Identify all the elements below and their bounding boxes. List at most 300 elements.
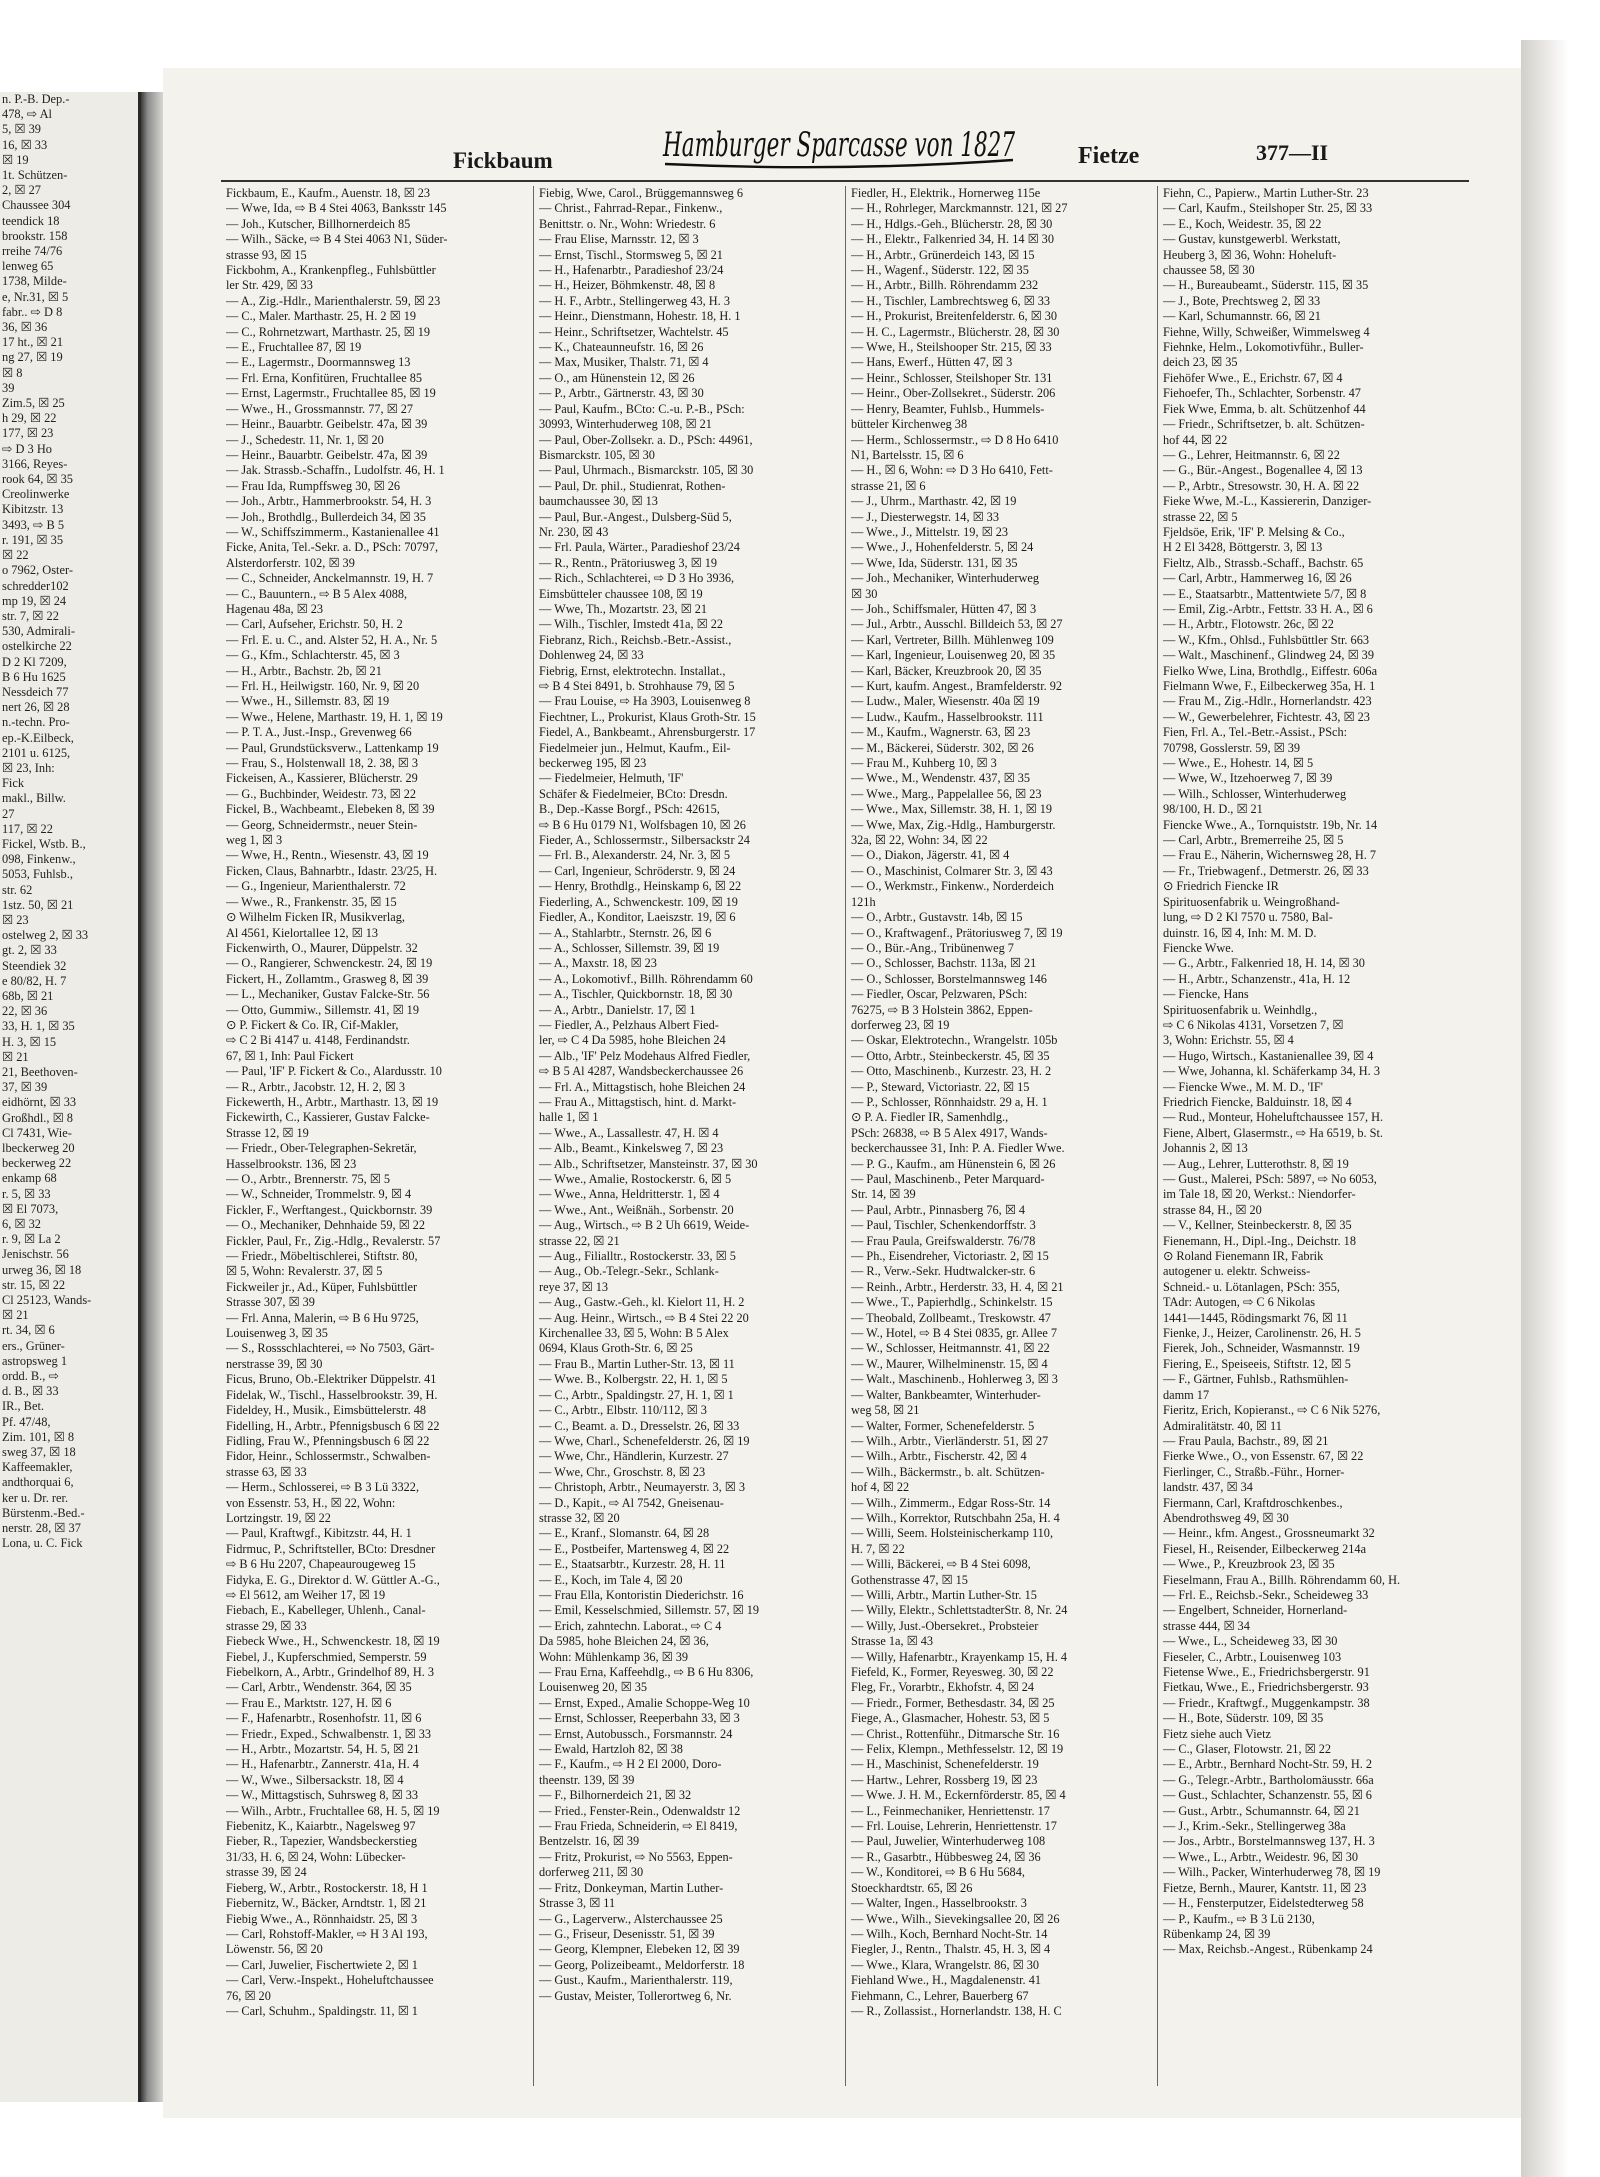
directory-entry: Fierke Wwe., O., von Essenstr. 67, ☒ 22 bbox=[1163, 1449, 1364, 1464]
directory-entry: — Frau M., Zig.-Hdlr., Hornerlandstr. 423 bbox=[1163, 694, 1372, 709]
directory-entry: — Wwe., Ant., Weißnäh., Sorbenstr. 20 bbox=[539, 1202, 734, 1217]
directory-entry: Fiebrig, Ernst, elektrotechn. Installat., bbox=[539, 663, 726, 678]
directory-entry: — W., Mittagstisch, Suhrsweg 8, ☒ 33 bbox=[226, 1788, 419, 1803]
directory-entry: — H., Hafenarbtr., Zannerstr. 41a, H. 4 bbox=[226, 1757, 419, 1772]
previous-page-line: e 80/82, H. 7 bbox=[2, 973, 67, 988]
directory-entry: — Paul, Grundstücksverw., Lattenkamp 19 bbox=[226, 740, 439, 755]
directory-entry: — Ph., Eisendreher, Victoriastr. 2, ☒ 15 bbox=[851, 1249, 1049, 1264]
directory-entry: Fiehne, Willy, Schweißer, Wimmelsweg 4 bbox=[1163, 324, 1370, 339]
directory-entry: — W., Schneider, Trommelstr. 9, ☒ 4 bbox=[226, 1187, 412, 1202]
directory-entry: Fiehmann, C., Lehrer, Bauerberg 67 bbox=[851, 1988, 1029, 2003]
directory-entry: — Fiencke Wwe., M. M. D., 'IF' bbox=[1163, 1079, 1323, 1094]
directory-entry: ⊙ Wilhelm Ficken IR, Musikverlag, bbox=[226, 910, 405, 925]
previous-page-line: 478, ⇨ Al bbox=[2, 107, 52, 122]
directory-entry: — K., Chateaunneufstr. 16, ☒ 26 bbox=[539, 340, 704, 355]
directory-entry: Fiehöfer Wwe., E., Erichstr. 67, ☒ 4 bbox=[1163, 370, 1343, 385]
directory-entry: — Willy, Elektr., SchlettstadterStr. 8, Nr. 24 bbox=[851, 1603, 1068, 1618]
directory-columns bbox=[221, 186, 1469, 2086]
directory-entry: — Carl, Arbtr., Bremerreihe 25, ☒ 5 bbox=[1163, 833, 1344, 848]
directory-entry: 70798, Gosslerstr. 59, ☒ 39 bbox=[1163, 740, 1301, 755]
previous-page-line: ☒ 8 bbox=[2, 365, 23, 380]
directory-entry: — F., Kaufm., ⇨ H 2 El 2000, Doro- bbox=[539, 1757, 722, 1772]
previous-page-line: makl., Billw. bbox=[2, 791, 66, 806]
directory-entry: Hagenau 48a, ☒ 23 bbox=[226, 601, 324, 616]
directory-entry: — E., Kranf., Slomanstr. 64, ☒ 28 bbox=[539, 1526, 710, 1541]
directory-entry: — Fritz, Donkeyman, Martin Luther- bbox=[539, 1880, 724, 1895]
directory-entry: strasse 32, ☒ 20 bbox=[539, 1510, 620, 1525]
directory-entry: — Frau Elise, Marnsstr. 12, ☒ 3 bbox=[539, 232, 699, 247]
directory-entry: — Wwe., R., Frankenstr. 35, ☒ 15 bbox=[226, 894, 397, 909]
previous-page-line: Fick bbox=[2, 776, 25, 791]
directory-entry: — Felix, Klempn., Methfesselstr. 12, ☒ 19 bbox=[851, 1742, 1064, 1757]
column-1 bbox=[221, 186, 533, 2086]
directory-entry: Fiebel, J., Kupferschmied, Semperstr. 59 bbox=[226, 1649, 427, 1664]
directory-entry: — Wilh., Arbtr., Fruchtallee 68, H. 5, ☒ 19 bbox=[226, 1803, 440, 1818]
directory-entry: — O., Diakon, Jägerstr. 41, ☒ 4 bbox=[851, 848, 1010, 863]
directory-entry: — R., Gasarbtr., Hübbesweg 24, ☒ 36 bbox=[851, 1849, 1041, 1864]
directory-entry: — Hugo, Wirtsch., Kastanienallee 39, ☒ 4 bbox=[1163, 1048, 1374, 1063]
previous-page-line: urweg 36, ☒ 18 bbox=[2, 1262, 82, 1277]
directory-entry: Fielko Wwe, Lina, Brothdlg., Eiffestr. 606a bbox=[1163, 663, 1378, 678]
column-3 bbox=[845, 186, 1157, 2086]
directory-entry: — G., Telegr.-Arbtr., Bartholomäusstr. 66a bbox=[1163, 1772, 1374, 1787]
directory-entry: Fickenwirth, O., Maurer, Düppelstr. 32 bbox=[226, 940, 418, 955]
directory-entry: theenstr. 139, ☒ 39 bbox=[539, 1772, 635, 1787]
directory-entry: — A., Maxstr. 18, ☒ 23 bbox=[539, 956, 657, 971]
directory-entry: — Willy, Hafenarbtr., Krayenkamp 15, H. 4 bbox=[851, 1649, 1068, 1664]
directory-entry: — Joh., Kutscher, Billhornerdeich 85 bbox=[226, 216, 411, 231]
directory-entry: Fiechtner, L., Prokurist, Klaus Groth-Str. 15 bbox=[539, 709, 756, 724]
directory-entry: — H. F., Arbtr., Stellingerweg 43, H. 3 bbox=[539, 293, 730, 308]
directory-entry: — H., Elektr., Falkenried 34, H. 14 ☒ 30 bbox=[851, 232, 1054, 247]
previous-page-line: 3166, Reyes- bbox=[2, 456, 68, 471]
directory-entry: Fjeldsöe, Erik, 'IF' P. Melsing & Co., bbox=[1163, 524, 1345, 539]
previous-page-line: ostelkirche 22 bbox=[2, 639, 72, 654]
previous-page-line: 6, ☒ 32 bbox=[2, 1217, 41, 1232]
previous-page-line: Chaussee 304 bbox=[2, 198, 71, 213]
directory-entry: — Henry, Beamter, Fuhlsb., Hummels- bbox=[851, 401, 1045, 416]
directory-entry: Fiering, E., Speiseeis, Stiftstr. 12, ☒ 5 bbox=[1163, 1356, 1351, 1371]
directory-entry: beckerchaussee 31, Inh: P. A. Fiedler Wwe. bbox=[851, 1141, 1065, 1156]
directory-entry: — Wilh., Tischler, Imstedt 41a, ☒ 22 bbox=[539, 617, 724, 632]
previous-page-line: 2101 u. 6125, bbox=[2, 745, 71, 760]
directory-entry: — Rud., Monteur, Hoheluftchaussee 157, H. bbox=[1163, 1110, 1384, 1125]
directory-entry: — Emil, Kesselschmied, Sillemstr. 57, ☒ 19 bbox=[539, 1603, 760, 1618]
directory-entry: — Herm., Schlossermstr., ⇨ D 8 Ho 6410 bbox=[851, 432, 1059, 447]
directory-entry: — Wwe., T., Papierhdlg., Schinkelstr. 15 bbox=[851, 1295, 1053, 1310]
directory-entry: Ficken, Claus, Bahnarbtr., Idastr. 23/25, H. bbox=[226, 863, 438, 878]
directory-entry: Schäfer & Fiedelmeier, BCto: Dresdn. bbox=[539, 786, 728, 801]
directory-entry: dorferweg 23, ☒ 19 bbox=[851, 1017, 950, 1032]
directory-entry: Fiek Wwe, Emma, b. alt. Schützenhof 44 bbox=[1163, 401, 1366, 416]
directory-entry: — Wwe., E., Hohestr. 14, ☒ 5 bbox=[1163, 756, 1314, 771]
directory-entry: autogener u. elektr. Schweiss- bbox=[1163, 1264, 1311, 1279]
directory-entry: — Wwe., H., Grossmannstr. 77, ☒ 27 bbox=[226, 401, 414, 416]
directory-entry: nerstrasse 39, ☒ 30 bbox=[226, 1356, 323, 1371]
directory-entry: — Wwe., L., Scheideweg 33, ☒ 30 bbox=[1163, 1634, 1338, 1649]
directory-entry: — Otto, Arbtr., Steinbeckerstr. 45, ☒ 35 bbox=[851, 1048, 1050, 1063]
previous-page-line: D 2 Kl 7209, bbox=[2, 654, 67, 669]
directory-entry: baumchaussee 30, ☒ 13 bbox=[539, 494, 658, 509]
directory-entry: — O., Rangierer, Schwenckestr. 24, ☒ 19 bbox=[226, 956, 433, 971]
directory-entry: 1441—1445, Rödingsmarkt 76, ☒ 11 bbox=[1163, 1310, 1348, 1325]
directory-entry: — Willi, Bäckerei, ⇨ B 4 Stei 6098, bbox=[851, 1557, 1031, 1572]
directory-entry: Fickewerth, H., Arbtr., Marthastr. 13, ☒ 19 bbox=[226, 1094, 439, 1109]
previous-page-line: nerstr. 28, ☒ 37 bbox=[2, 1521, 81, 1536]
directory-entry: — Gust., Arbtr., Schumannstr. 64, ☒ 21 bbox=[1163, 1803, 1360, 1818]
directory-entry: — Paul, Juwelier, Winterhuderweg 108 bbox=[851, 1834, 1046, 1849]
directory-entry: — Paul, Dr. phil., Studienrat, Rothen- bbox=[539, 478, 726, 493]
directory-entry: ler, ⇨ C 4 Da 5985, hohe Bleichen 24 bbox=[539, 1033, 726, 1048]
directory-entry: Fideldey, H., Musik., Eimsbüttelerstr. 48 bbox=[226, 1403, 427, 1418]
previous-page-line: str. 15, ☒ 22 bbox=[2, 1277, 66, 1292]
directory-entry: — Wwe, H., Rentn., Wiesenstr. 43, ☒ 19 bbox=[226, 848, 429, 863]
directory-entry: — W., Hotel, ⇨ B 4 Stei 0835, gr. Allee 7 bbox=[851, 1326, 1058, 1341]
directory-entry: — Carl, Schuhm., Spaldingstr. 11, ☒ 1 bbox=[226, 2003, 418, 2018]
directory-entry: — W., Kfm., Ohlsd., Fuhlsbüttler Str. 663 bbox=[1163, 632, 1369, 647]
directory-entry: Fietz siehe auch Vietz bbox=[1163, 1726, 1271, 1741]
directory-entry: — Wwe. J. H. M., Eckernförderstr. 85, ☒ 4 bbox=[851, 1788, 1066, 1803]
directory-entry: halle 1, ☒ 1 bbox=[539, 1110, 599, 1125]
directory-entry: — Frau Ella, Kontoristin Diederichstr. 16 bbox=[539, 1587, 744, 1602]
previous-page-line: 22, ☒ 36 bbox=[2, 1004, 48, 1019]
directory-entry: — Max, Reichsb.-Angest., Rübenkamp 24 bbox=[1163, 1942, 1373, 1957]
directory-entry: — Wwe., M., Wendenstr. 437, ☒ 35 bbox=[851, 771, 1030, 786]
previous-page-line: n.-techn. Pro- bbox=[2, 715, 70, 730]
directory-entry: Fiehoefer, Th., Schlachter, Sorbenstr. 47 bbox=[1163, 386, 1361, 401]
directory-entry: — Georg, Schneidermstr., neuer Stein- bbox=[226, 817, 418, 832]
directory-entry: — Fiedler, Oscar, Pelzwaren, PSch: bbox=[851, 987, 1028, 1002]
previous-page-line: e, Nr.31, ☒ 5 bbox=[2, 289, 69, 304]
directory-entry: — Kurt, kaufm. Angest., Bramfelderstr. 92 bbox=[851, 679, 1063, 693]
previous-page-line: 1t. Schützen- bbox=[2, 168, 68, 183]
directory-entry: Fiefeld, K., Former, Reyesweg. 30, ☒ 22 bbox=[851, 1665, 1054, 1679]
directory-entry: — Carl, Arbtr., Wendenstr. 364, ☒ 35 bbox=[226, 1680, 412, 1695]
previous-page-line: r. 191, ☒ 35 bbox=[2, 532, 64, 547]
previous-page-line: Zim.5, ☒ 25 bbox=[2, 396, 65, 411]
directory-entry: — Heinr., Dienstmann, Hohestr. 18, H. 1 bbox=[539, 309, 741, 324]
previous-page-line: ostelweg 2, ☒ 33 bbox=[2, 928, 89, 943]
directory-entry: — Aug. Heinr., Wirtsch., ⇨ B 4 Stei 22 20 bbox=[539, 1310, 749, 1325]
directory-entry: — Wilh., Schlosser, Winterhuderweg bbox=[1163, 786, 1347, 801]
directory-entry: — Gust., Kaufm., Marienthalerstr. 119, bbox=[539, 1973, 733, 1988]
directory-entry: — Frau Frieda, Schneiderin, ⇨ El 8419, bbox=[539, 1819, 738, 1834]
directory-entry: — E., Fruchtallee 87, ☒ 19 bbox=[226, 340, 362, 355]
directory-entry: — H., Hafenarbtr., Paradieshof 23/24 bbox=[539, 263, 724, 278]
directory-entry: — Theobald, Zollbeamt., Treskowstr. 47 bbox=[851, 1310, 1051, 1325]
directory-entry: — Wilh., Koch, Bernhard Nocht-Str. 14 bbox=[851, 1926, 1048, 1941]
previous-page-line: Nessdeich 77 bbox=[2, 684, 69, 699]
directory-entry: — Karl, Vertreter, Billh. Mühlenweg 109 bbox=[851, 632, 1054, 647]
directory-entry: — S., Rossschlachterei, ⇨ No 7503, Gärt- bbox=[226, 1341, 435, 1356]
directory-entry: — Fr., Triebwagenf., Detmerstr. 26, ☒ 33 bbox=[1163, 863, 1369, 878]
directory-entry: Louisenweg 20, ☒ 35 bbox=[539, 1680, 648, 1695]
directory-entry: Fiedel, A., Bankbeamt., Ahrensburgerstr. 17 bbox=[539, 725, 756, 740]
previous-page-line: Fickel, Wstb. B., bbox=[2, 836, 86, 851]
directory-entry: ☒ 30 bbox=[851, 586, 878, 601]
directory-entry: Bentzelstr. 16, ☒ 39 bbox=[539, 1834, 640, 1849]
directory-entry: Fiebernitz, W., Bäcker, Arndtstr. 1, ☒ 21 bbox=[226, 1896, 427, 1911]
directory-entry: — Gust., Schlachter, Schanzenstr. 55, ☒ 6 bbox=[1163, 1788, 1372, 1803]
directory-entry: — Paul, 'IF' P. Fickert & Co., Alardusstr. 10 bbox=[226, 1064, 442, 1079]
directory-entry: chaussee 58, ☒ 30 bbox=[1163, 263, 1255, 278]
directory-entry: — Wwe, Th., Mozartstr. 23, ☒ 21 bbox=[539, 601, 708, 616]
directory-entry: Spirituosenfabrik u. Weingroßhand- bbox=[1163, 894, 1340, 909]
directory-entry: — J., Schedestr. 11, Nr. 1, ☒ 20 bbox=[226, 432, 384, 447]
directory-entry: strasse 21, ☒ 6 bbox=[851, 478, 926, 493]
directory-entry: — Frau B., Martin Luther-Str. 13, ☒ 11 bbox=[539, 1356, 735, 1371]
directory-entry: Fieseler, C., Arbtr., Louisenweg 103 bbox=[1163, 1649, 1342, 1664]
directory-entry: — Paul, Ober-Zollsekr. a. D., PSch: 44961, bbox=[539, 432, 753, 447]
previous-page-line: ☒ 22 bbox=[2, 548, 29, 563]
directory-entry: — Carl, Rohstoff-Makler, ⇨ H 3 Al 193, bbox=[226, 1926, 428, 1941]
directory-entry: — Heinr., Bauarbtr. Geibelstr. 47a, ☒ 39 bbox=[226, 417, 428, 432]
directory-entry: — Frl. Erna, Konfitüren, Fruchtallee 85 bbox=[226, 370, 423, 385]
directory-entry: ⇨ B 4 Stei 8491, b. Strohhause 79, ☒ 5 bbox=[539, 679, 735, 693]
directory-entry: — Erich, zahntechn. Laborat., ⇨ C 4 bbox=[539, 1618, 722, 1633]
directory-entry: Fiedelmeier jun., Helmut, Kaufm., Eil- bbox=[539, 740, 731, 755]
directory-entry: H. 7, ☒ 22 bbox=[851, 1541, 905, 1556]
directory-entry: — J., Krim.-Sekr., Stellingerweg 38a bbox=[1163, 1819, 1346, 1834]
directory-entry: — E., Staatsarbtr., Mattentwiete 5/7, ☒ 8 bbox=[1163, 586, 1367, 601]
directory-entry: Fietkau, Wwe., E., Friedrichsbergerstr. 93 bbox=[1163, 1680, 1369, 1695]
directory-entry: — Herm., Schlosserei, ⇨ B 3 Lü 3322, bbox=[226, 1480, 420, 1495]
directory-entry: — E., Lagermstr., Doormannsweg 13 bbox=[226, 355, 411, 370]
directory-entry: damm 17 bbox=[1163, 1387, 1210, 1402]
directory-entry: — Willi, Seem. Holsteinischerkamp 110, bbox=[851, 1526, 1054, 1541]
directory-entry: — Paul, Maschinenb., Peter Marquard- bbox=[851, 1172, 1045, 1186]
directory-entry: — Heinr., Ober-Zollsekret., Süderstr. 206 bbox=[851, 386, 1056, 401]
directory-entry: — Wwe., Anna, Heldritterstr. 1, ☒ 4 bbox=[539, 1187, 720, 1202]
directory-entry: — Heinr., Bauarbtr. Geibelstr. 47a, ☒ 39 bbox=[226, 447, 428, 462]
previous-page-line: 37, ☒ 39 bbox=[2, 1080, 48, 1095]
previous-page-line: fabr.. ⇨ D 8 bbox=[2, 304, 63, 319]
previous-page-line: ⇨ D 3 Ho bbox=[2, 441, 52, 456]
previous-page-line: gt. 2, ☒ 33 bbox=[2, 943, 57, 958]
directory-entry: Fieltz, Alb., Strassb.-Schaff., Bachstr. 65 bbox=[1163, 555, 1364, 570]
directory-entry: Alsterdorferstr. 102, ☒ 39 bbox=[226, 555, 355, 570]
directory-entry: — G., Friseur, Desenisstr. 51, ☒ 39 bbox=[539, 1926, 715, 1941]
directory-entry: — Wwe., Helene, Marthastr. 19, H. 1, ☒ 19 bbox=[226, 709, 443, 724]
directory-entry: — H., Rohrleger, Marckmannstr. 121, ☒ 27 bbox=[851, 201, 1068, 216]
directory-entry: — Wwe, Charl., Schenefelderstr. 26, ☒ 19 bbox=[539, 1433, 750, 1448]
directory-entry: Fieselmann, Frau A., Billh. Röhrendamm 60, H. bbox=[1163, 1572, 1401, 1587]
directory-entry: 3, Wohn: Erichstr. 55, ☒ 4 bbox=[1163, 1033, 1294, 1048]
previous-page-line: str. 7, ☒ 22 bbox=[2, 608, 59, 623]
directory-entry: strasse 63, ☒ 33 bbox=[226, 1464, 307, 1479]
directory-entry: — E., Arbtr., Bernhard Nocht-Str. 59, H. 2 bbox=[1163, 1757, 1373, 1772]
previous-page-line: rreihe 74/76 bbox=[2, 244, 63, 259]
directory-entry: — F., Gärtner, Fuhlsb., Rathsmühlen- bbox=[1163, 1372, 1349, 1387]
previous-page-line: lbeckerweg 20 bbox=[2, 1141, 75, 1156]
directory-entry: — Wwe., L., Arbtr., Weidestr. 96, ☒ 30 bbox=[1163, 1849, 1359, 1864]
directory-entry: Löwenstr. 56, ☒ 20 bbox=[226, 1942, 323, 1957]
directory-entry: — Alb., 'IF' Pelz Modehaus Alfred Fiedler, bbox=[539, 1048, 751, 1063]
previous-page-line: ☒ 21 bbox=[2, 1049, 29, 1064]
directory-entry: — Fried., Fenster-Rein., Odenwaldstr 12 bbox=[539, 1803, 741, 1818]
previous-page-line: 177, ☒ 23 bbox=[2, 426, 54, 441]
directory-entry: ⊙ P. Fickert & Co. IR, Cif-Makler, bbox=[226, 1017, 399, 1032]
previous-page-line: 39 bbox=[2, 380, 15, 395]
directory-entry: — G., Bür.-Angest., Bogenallee 4, ☒ 13 bbox=[1163, 463, 1363, 478]
directory-entry: — Walter, Ingen., Hasselbrookstr. 3 bbox=[851, 1896, 1027, 1911]
directory-entry: — O., Kraftwagenf., Prätoriusweg 7, ☒ 19 bbox=[851, 925, 1063, 940]
directory-entry: — Frl. E., Reichsb.-Sekr., Scheideweg 33 bbox=[1163, 1587, 1369, 1602]
directory-entry: — R., Rentn., Prätoriusweg 3, ☒ 19 bbox=[539, 555, 718, 570]
directory-page bbox=[163, 68, 1521, 2118]
directory-entry: — Walter, Former, Schenefelderstr. 5 bbox=[851, 1418, 1035, 1433]
directory-entry: Fidelak, W., Tischl., Hasselbrookstr. 39, H. bbox=[226, 1387, 438, 1402]
previous-page-line: 1738, Milde- bbox=[2, 274, 67, 289]
directory-entry: Ficus, Bruno, Ob.-Elektriker Düppelstr. 41 bbox=[226, 1372, 437, 1387]
directory-entry: — Rich., Schlachterei, ⇨ D 3 Ho 3936, bbox=[539, 571, 735, 586]
previous-page-line: 3493, ⇨ B 5 bbox=[2, 517, 65, 532]
directory-entry: — W., Schlosser, Heitmannstr. 41, ☒ 22 bbox=[851, 1341, 1050, 1356]
directory-entry: 30993, Winterhuderweg 108, ☒ 21 bbox=[539, 417, 712, 432]
directory-entry: — Wilh., Packer, Winterhuderweg 78, ☒ 19 bbox=[1163, 1865, 1381, 1880]
directory-entry: — H., Bureaubeamt., Süderstr. 115, ☒ 35 bbox=[1163, 278, 1369, 293]
directory-entry: Fietense Wwe., E., Friedrichsbergerstr. 91 bbox=[1163, 1665, 1370, 1679]
directory-entry: — Alb., Schriftsetzer, Mansteinstr. 37, ☒ 30 bbox=[539, 1156, 758, 1171]
directory-entry: Admiralitätstr. 40, ☒ 11 bbox=[1163, 1418, 1282, 1433]
directory-entry: Fieder, A., Schlossermstr., Silbersackstr 24 bbox=[539, 833, 750, 848]
directory-entry: Fieritz, Erich, Kopieranst., ⇨ C 6 Nik 5276, bbox=[1163, 1403, 1381, 1418]
directory-entry: — Frau Paula, Greifswalderstr. 76/78 bbox=[851, 1233, 1036, 1248]
previous-page-line: 1stz. 50, ☒ 21 bbox=[2, 897, 74, 912]
directory-entry: 98/100, H. D., ☒ 21 bbox=[1163, 802, 1263, 817]
directory-entry: — P. T. A., Just.-Insp., Grevenweg 66 bbox=[226, 725, 412, 740]
directory-entry: Gothenstrasse 47, ☒ 15 bbox=[851, 1572, 968, 1587]
directory-entry: 121h bbox=[851, 894, 876, 909]
directory-entry: — Frau M., Kuhberg 10, ☒ 3 bbox=[851, 756, 997, 771]
directory-entry: — H., Arbtr., Billh. Röhrendamm 232 bbox=[851, 278, 1039, 293]
directory-entry: — Frau Louise, ⇨ Ha 3903, Louisenweg 8 bbox=[539, 694, 751, 709]
directory-entry: — P., Steward, Victoriastr. 22, ☒ 15 bbox=[851, 1079, 1030, 1094]
directory-entry: Fidyka, E. G., Direktor d. W. Güttler A.-G., bbox=[226, 1572, 440, 1587]
directory-entry: — F., Bilhornerdeich 21, ☒ 32 bbox=[539, 1788, 692, 1803]
directory-entry: ⇨ El 5612, am Weiher 17, ☒ 19 bbox=[226, 1587, 386, 1602]
directory-entry: — Fritz, Prokurist, ⇨ No 5563, Eppen- bbox=[539, 1849, 733, 1864]
directory-entry: — Joh., Arbtr., Hammerbrookstr. 54, H. 3 bbox=[226, 494, 432, 509]
directory-entry: 76, ☒ 20 bbox=[226, 1988, 271, 2003]
previous-page-line: Jenischstr. 56 bbox=[2, 1247, 69, 1262]
directory-entry: — Karl, Bäcker, Kreuzbrook 20, ☒ 35 bbox=[851, 663, 1042, 678]
directory-entry: — Joh., Brothdlg., Bullerdeich 34, ☒ 35 bbox=[226, 509, 426, 524]
previous-page-line: 17 ht., ☒ 21 bbox=[2, 335, 64, 350]
directory-entry: — A., Tischler, Quickbornstr. 18, ☒ 30 bbox=[539, 987, 733, 1002]
previous-page-line: h 29, ☒ 22 bbox=[2, 411, 57, 426]
directory-entry: — H. C., Lagermstr., Blücherstr. 28, ☒ 30 bbox=[851, 324, 1060, 339]
directory-entry: — Heinr., Schriftsetzer, Wachtelstr. 45 bbox=[539, 324, 729, 339]
directory-entry: — Emil, Zig.-Arbtr., Fettstr. 33 H. A., ☒ 6 bbox=[1163, 601, 1373, 616]
previous-page-line: H. 3, ☒ 15 bbox=[2, 1034, 57, 1049]
directory-entry: — Wwe, Chr., Groschstr. 8, ☒ 23 bbox=[539, 1464, 706, 1479]
directory-entry: — Wilh., Korrektor, Rutschbahn 25a, H. 4 bbox=[851, 1510, 1060, 1525]
directory-entry: — Engelbert, Schneider, Hornerland- bbox=[1163, 1603, 1348, 1618]
previous-page-line: str. 62 bbox=[2, 882, 33, 897]
directory-entry: Louisenweg 3, ☒ 35 bbox=[226, 1326, 328, 1341]
directory-entry: — Wwe., H., Sillemstr. 83, ☒ 19 bbox=[226, 694, 390, 709]
directory-entry: — H., ☒ 6, Wohn: ⇨ D 3 Ho 6410, Fett- bbox=[851, 463, 1053, 478]
directory-entry: — P., Kaufm., ⇨ B 3 Lü 2130, bbox=[1163, 1911, 1315, 1926]
directory-entry: — Ernst, Lagermstr., Fruchtallee 85, ☒ 19 bbox=[226, 386, 436, 401]
directory-entry: — W., Schiffszimmerm., Kastanienallee 41 bbox=[226, 524, 440, 539]
directory-entry: — Fiencke, Hans bbox=[1163, 987, 1249, 1002]
column-4 bbox=[1157, 186, 1469, 2086]
directory-entry: Kirchenallee 33, ☒ 5, Wohn: B 5 Alex bbox=[539, 1326, 729, 1341]
directory-entry: — O., Arbtr., Brennerstr. 75, ☒ 5 bbox=[226, 1172, 391, 1186]
directory-entry: Fiebig Wwe., A., Rönnhaidstr. 25, ☒ 3 bbox=[226, 1911, 418, 1926]
directory-entry: — C., Beamt. a. D., Dresselstr. 26, ☒ 33 bbox=[539, 1418, 740, 1433]
header-rule bbox=[221, 180, 1469, 182]
directory-entry: weg 1, ☒ 3 bbox=[226, 833, 283, 848]
previous-page-line: lenweg 65 bbox=[2, 259, 54, 274]
directory-entry: Fiederling, A., Schwenckestr. 109, ☒ 19 bbox=[539, 894, 738, 909]
previous-page-line: B 6 Hu 1625 bbox=[2, 669, 66, 684]
directory-entry: — Wwe., Amalie, Rostockerstr. 6, ☒ 5 bbox=[539, 1172, 732, 1186]
directory-entry: — R., Arbtr., Jacobstr. 12, H. 2, ☒ 3 bbox=[226, 1079, 406, 1094]
directory-entry: Stoeckhardtstr. 65, ☒ 26 bbox=[851, 1880, 973, 1895]
previous-page-line: Großhdl., ☒ 8 bbox=[2, 1110, 73, 1125]
directory-entry: — Paul, Bur.-Angest., Dulsberg-Süd 5, bbox=[539, 509, 732, 524]
directory-entry: — Gust., Malerei, PSch: 5897, ⇨ No 6053, bbox=[1163, 1172, 1377, 1186]
directory-entry: Fiebig, Wwe, Carol., Brüggemannsweg 6 bbox=[539, 186, 744, 200]
directory-entry: — Otto, Gummiw., Sillemstr. 41, ☒ 19 bbox=[226, 1002, 419, 1017]
directory-entry: — Wwe, Ida, ⇨ B 4 Stei 4063, Banksstr 145 bbox=[226, 201, 447, 216]
directory-entry: Fiebach, E., Kabelleger, Uhlenh., Canal- bbox=[226, 1603, 426, 1618]
directory-entry: Fidor, Heinr., Schlossermstr., Schwalben- bbox=[226, 1449, 431, 1464]
directory-entry: Benittstr. o. Nr., Wohn: Wriedestr. 6 bbox=[539, 216, 716, 231]
directory-entry: reye 37, ☒ 13 bbox=[539, 1279, 609, 1294]
directory-entry: — Jos., Arbtr., Borstelmannsweg 137, H. 3 bbox=[1163, 1834, 1375, 1849]
previous-page-line: 098, Finkenw., bbox=[2, 852, 76, 867]
directory-entry: — Carl, Kaufm., Steilshoper Str. 25, ☒ 33 bbox=[1163, 201, 1373, 216]
directory-entry: — Wwe, H., Steilshooper Str. 215, ☒ 33 bbox=[851, 340, 1052, 355]
directory-entry: Fienemann, H., Dipl.-Ing., Deichstr. 18 bbox=[1163, 1233, 1356, 1248]
directory-entry: — Hartw., Lehrer, Rossberg 19, ☒ 23 bbox=[851, 1772, 1038, 1787]
directory-entry: — Heinr., Schlosser, Steilshoper Str. 131 bbox=[851, 370, 1053, 385]
directory-entry: — Christ., Rottenführ., Ditmarsche Str. 16 bbox=[851, 1726, 1060, 1741]
previous-page-line: rt. 34, ☒ 6 bbox=[2, 1323, 55, 1338]
directory-entry: — Carl, Ingenieur, Schröderstr. 9, ☒ 24 bbox=[539, 863, 736, 878]
page-edge-shadow bbox=[1521, 40, 1600, 2177]
directory-entry: — Henry, Brothdlg., Heinskamp 6, ☒ 22 bbox=[539, 879, 742, 894]
directory-entry: PSch: 26838, ⇨ B 5 Alex 4917, Wands- bbox=[851, 1125, 1048, 1140]
previous-page-line: Kibitzstr. 13 bbox=[2, 502, 64, 517]
directory-entry: strasse 93, ☒ 15 bbox=[226, 247, 307, 262]
directory-entry: — A., Arbtr., Danielstr. 17, ☒ 1 bbox=[539, 1002, 696, 1017]
previous-page-line: ☒ 21 bbox=[2, 1308, 29, 1323]
directory-entry: — H., Prokurist, Breitenfelderstr. 6, ☒ 30 bbox=[851, 309, 1058, 324]
directory-entry: Fiehland Wwe., H., Magdalenenstr. 41 bbox=[851, 1973, 1041, 1988]
directory-entry: — Carl, Juwelier, Fischertwiete 2, ☒ 1 bbox=[226, 1957, 418, 1972]
header-right-keyword: Fietze bbox=[1078, 143, 1140, 169]
directory-entry: Da 5985, hohe Bleichen 24, ☒ 36, bbox=[539, 1634, 709, 1649]
directory-entry: strasse 22, ☒ 5 bbox=[1163, 509, 1238, 524]
directory-entry: — Aug., Filialltr., Rostockerstr. 33, ☒ 5 bbox=[539, 1249, 736, 1264]
directory-entry: strasse 84, H., ☒ 20 bbox=[1163, 1202, 1262, 1217]
directory-entry: — Wwe, Ida, Süderstr. 131, ☒ 35 bbox=[851, 555, 1018, 570]
directory-entry: Fiencke Wwe. bbox=[1163, 940, 1234, 955]
previous-page-line: 5, ☒ 39 bbox=[2, 122, 41, 137]
directory-entry: Fierek, Joh., Schneider, Wasmannstr. 19 bbox=[1163, 1341, 1360, 1356]
previous-page-line: 27 bbox=[2, 806, 15, 821]
directory-entry: dorferweg 211, ☒ 30 bbox=[539, 1865, 644, 1880]
directory-entry: — M., Kaufm., Wagnerstr. 63, ☒ 23 bbox=[851, 725, 1031, 740]
directory-entry: 32a, ☒ 22, Wohn: 34, ☒ 22 bbox=[851, 833, 988, 848]
directory-entry: — H., Bote, Süderstr. 109, ☒ 35 bbox=[1163, 1711, 1324, 1726]
directory-entry: — Fiedelmeier, Helmuth, 'IF' bbox=[539, 771, 684, 786]
